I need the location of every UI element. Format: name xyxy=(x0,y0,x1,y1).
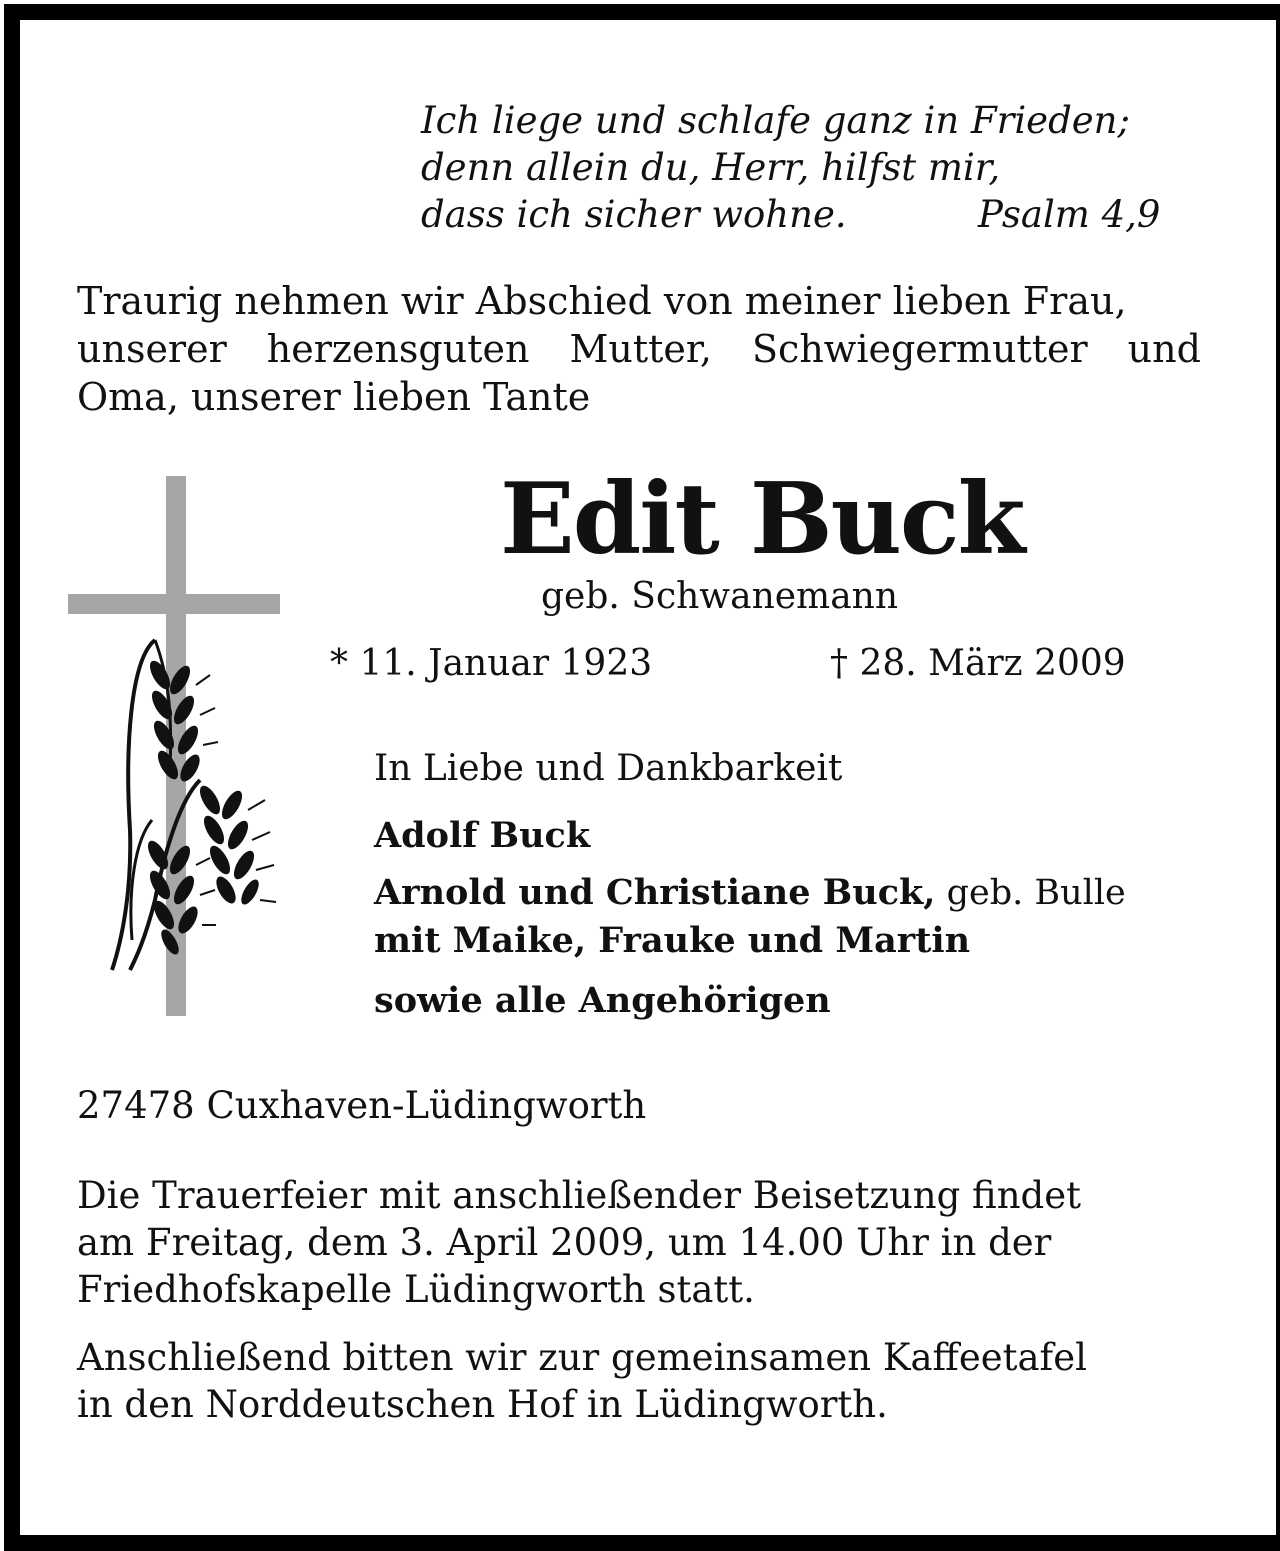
death-date: † 28. März 2009 xyxy=(830,643,1126,684)
birth-date: * 11. Januar 1923 xyxy=(330,643,653,684)
intro-line-1: Traurig nehmen wir Abschied von meiner lieben Frau, xyxy=(77,279,1127,323)
mourner-line-1 xyxy=(374,815,590,856)
psalm-line-1: Ich liege und schlafe ganz in Frieden; xyxy=(421,99,1130,142)
ceremony-line-1: Die Trauerfeier mit anschließender Beisetzung findet xyxy=(77,1174,1082,1217)
mourner-name: Adolf Buck xyxy=(374,815,591,856)
mourner-name: sowie alle Angehörigen xyxy=(374,980,831,1021)
mourner-name: mit Maike, Frauke und Martin xyxy=(374,920,971,961)
intro-word: herzensguten xyxy=(266,327,530,371)
mourner-line-2 xyxy=(374,872,1126,913)
ceremony-line-3: Friedhofskapelle Lüdingworth statt. xyxy=(77,1268,755,1311)
cross-icon xyxy=(68,476,280,1016)
maiden-name: geb. Schwanemann xyxy=(541,576,899,617)
intro-line-3: Oma, unserer lieben Tante xyxy=(77,375,591,419)
intro-word: Schwiegermutter xyxy=(752,327,1088,371)
mourners-intro: In Liebe und Dankbarkeit xyxy=(374,748,843,789)
psalm-reference: Psalm 4,9 xyxy=(978,193,1161,236)
psalm-line-2: denn allein du, Herr, hilfst mir, xyxy=(421,146,1001,189)
ceremony-line-2: am Freitag, dem 3. April 2009, um 14.00 Uhr in der xyxy=(77,1221,1052,1264)
mourner-line-4 xyxy=(374,980,831,1021)
mourner-maiden: geb. Bulle xyxy=(946,873,1126,913)
wheat-icon xyxy=(112,640,276,970)
mourner-line-3 xyxy=(374,920,970,961)
deceased-name: Edit Buck xyxy=(500,462,1024,577)
intro-word: unserer xyxy=(77,327,227,371)
reception-line-1: Anschließend bitten wir zur gemeinsamen Kaffeetafel xyxy=(77,1336,1087,1379)
intro-word: Mutter, xyxy=(569,327,712,371)
intro-line-2 xyxy=(77,325,1201,373)
psalm-line-3: dass ich sicher wohne. xyxy=(421,193,847,236)
mourner-name: Arnold und Christiane Buck, xyxy=(374,872,936,913)
cross-wheat-emblem xyxy=(60,470,290,1030)
location: 27478 Cuxhaven-Lüdingworth xyxy=(77,1084,647,1127)
intro-word: und xyxy=(1127,327,1201,371)
reception-line-2: in den Norddeutschen Hof in Lüdingworth. xyxy=(77,1383,888,1426)
